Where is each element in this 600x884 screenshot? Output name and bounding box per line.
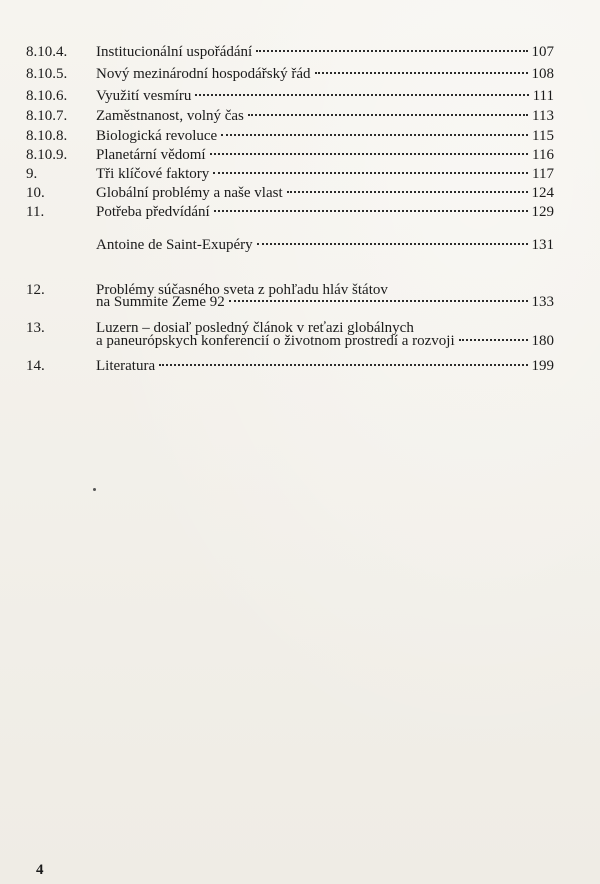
toc-entry bbox=[0, 356, 600, 376]
toc-entry-page: 199 bbox=[531, 358, 554, 374]
toc-entry-line bbox=[96, 64, 554, 84]
toc-entry-title: Globální problémy a naše vlast bbox=[96, 185, 283, 201]
dot-leader bbox=[221, 134, 528, 136]
toc-entry-line bbox=[96, 164, 554, 184]
toc-entry-line bbox=[96, 356, 554, 376]
dot-leader bbox=[315, 72, 528, 74]
toc-entry-number: 9. bbox=[26, 166, 38, 182]
toc-entry-number: 8.10.8. bbox=[26, 128, 68, 144]
dot-leader bbox=[210, 153, 528, 155]
toc-entry bbox=[0, 42, 600, 62]
toc-entry-page: 115 bbox=[532, 128, 554, 144]
toc-entry bbox=[0, 183, 600, 203]
toc-entry-number: 11. bbox=[26, 204, 45, 220]
toc-entry-number: 8.10.5. bbox=[26, 66, 68, 82]
toc-entry-title: Antoine de Saint-Exupéry bbox=[96, 237, 253, 253]
toc-entry-line bbox=[96, 292, 554, 312]
toc-entry bbox=[0, 164, 600, 184]
dot-leader bbox=[213, 172, 528, 174]
dot-leader bbox=[256, 50, 527, 52]
toc-entry-page: 124 bbox=[531, 185, 554, 201]
toc-entry-number: 8.10.7. bbox=[26, 108, 68, 124]
toc-entry-line bbox=[96, 235, 554, 255]
toc-entry-page: 113 bbox=[532, 108, 554, 124]
toc-entry bbox=[0, 145, 600, 165]
toc-entry bbox=[0, 235, 600, 255]
toc-entry-number: 12. bbox=[26, 282, 45, 298]
ink-speck bbox=[93, 488, 96, 491]
toc-entry-page: 116 bbox=[532, 147, 554, 163]
toc-entry-number: 8.10.4. bbox=[26, 44, 68, 60]
toc-entry-title: Problémy súčasného sveta z pohľadu hláv štátov bbox=[96, 282, 388, 298]
dot-leader bbox=[257, 243, 528, 245]
toc-entry-number: 8.10.9. bbox=[26, 147, 68, 163]
toc-entry-title: Planetární vědomí bbox=[96, 147, 206, 163]
toc-entry-line bbox=[96, 202, 554, 222]
dot-leader bbox=[459, 339, 528, 341]
toc-entry-page: 131 bbox=[531, 237, 554, 253]
toc-entry-page: 108 bbox=[531, 66, 554, 82]
toc-entry-title: Nový mezinárodní hospodářský řád bbox=[96, 66, 311, 82]
toc-entry-number: 14. bbox=[26, 358, 45, 374]
dot-leader bbox=[287, 191, 528, 193]
toc-entry-number: 10. bbox=[26, 185, 45, 201]
dot-leader bbox=[159, 364, 527, 366]
toc-entry bbox=[0, 86, 600, 106]
toc-entry-page: 133 bbox=[531, 294, 554, 310]
toc-entry-page: 129 bbox=[531, 204, 554, 220]
toc-entry-number: 8.10.6. bbox=[26, 88, 68, 104]
toc-entry-number: 13. bbox=[26, 320, 45, 336]
toc-entry-title: Luzern – dosiaľ posledný článok v reťazi globálnych bbox=[96, 320, 414, 336]
dot-leader bbox=[248, 114, 528, 116]
toc-entry-title: Biologická revoluce bbox=[96, 128, 218, 144]
toc-entry-line bbox=[96, 42, 554, 62]
toc-entry-page: 107 bbox=[531, 44, 554, 60]
toc-entry-title: Zaměstnanost, volný čas bbox=[96, 108, 244, 124]
toc-entry-page: 111 bbox=[532, 88, 554, 104]
toc-entry-title: Tři klíčové faktory bbox=[96, 166, 210, 182]
toc-entry-title-line2: a paneurópskych konferencií o životnom prostredí a rozvoji bbox=[96, 333, 455, 349]
toc-entry bbox=[0, 106, 600, 126]
toc-entry-title: Literatura bbox=[96, 358, 156, 374]
toc-entry-line bbox=[96, 86, 554, 106]
toc-entry-line bbox=[96, 331, 554, 351]
toc-entry-line bbox=[96, 183, 554, 203]
page-number: 4 bbox=[36, 862, 44, 878]
toc-entry-title: Institucionální uspořádání bbox=[96, 44, 253, 60]
toc-entry-page: 180 bbox=[531, 333, 554, 349]
toc-entry bbox=[0, 126, 600, 146]
toc-entry-continuation bbox=[0, 331, 600, 351]
dot-leader bbox=[229, 300, 528, 302]
toc-entry-line bbox=[96, 126, 554, 146]
toc-entry bbox=[0, 202, 600, 222]
toc-entry-continuation bbox=[0, 292, 600, 312]
toc-entry-title-line2: na Summite Zeme 92 bbox=[96, 294, 225, 310]
toc-entry-line bbox=[96, 106, 554, 126]
dot-leader bbox=[195, 94, 528, 96]
toc-entry-title: Potřeba předvídání bbox=[96, 204, 210, 220]
dot-leader bbox=[214, 210, 528, 212]
toc-entry-title: Využití vesmíru bbox=[96, 88, 192, 104]
toc-entry-page: 117 bbox=[532, 166, 554, 182]
toc-entry bbox=[0, 64, 600, 84]
toc-entry-line bbox=[96, 145, 554, 165]
